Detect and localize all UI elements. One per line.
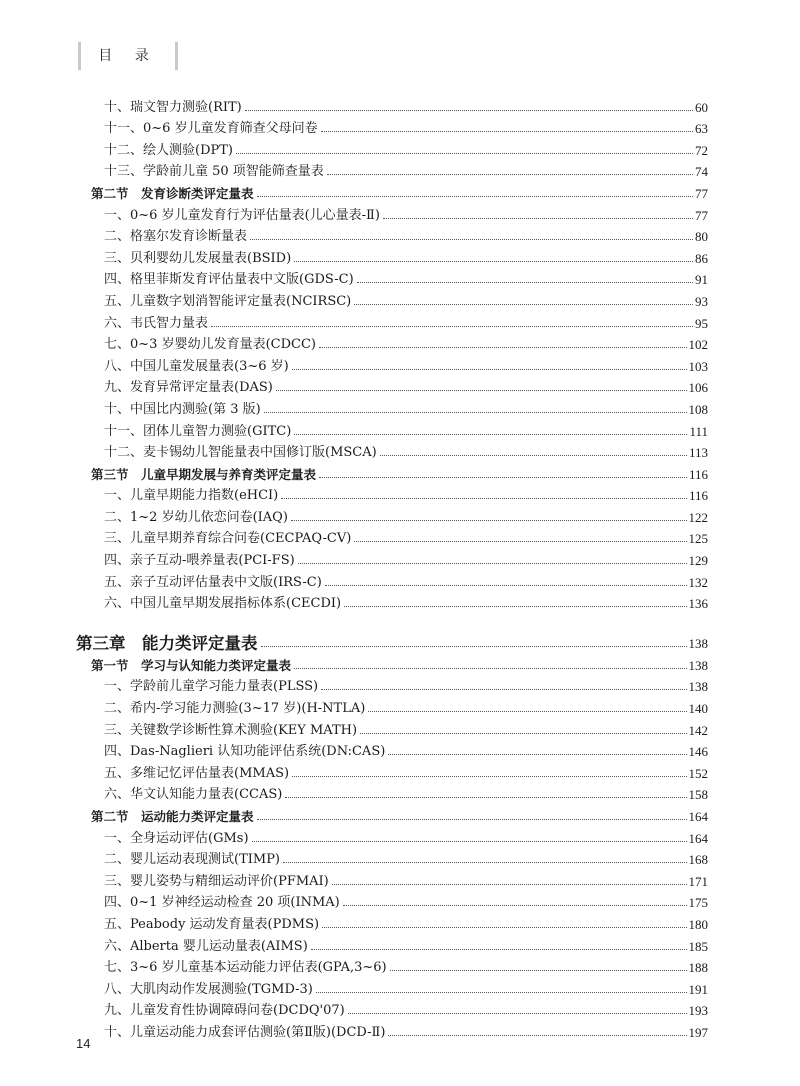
toc-entry-page: 108 xyxy=(688,401,708,417)
toc-item[interactable] xyxy=(76,569,708,591)
dot-leader xyxy=(325,585,687,586)
toc-entry-title: 四、亲子互动-喂养量表(PCI-FS) xyxy=(104,553,295,569)
toc-item[interactable] xyxy=(76,591,708,613)
toc-item[interactable] xyxy=(76,717,708,739)
dot-leader xyxy=(319,477,687,478)
toc-section[interactable] xyxy=(76,461,708,483)
toc-entry-title: 十一、0~6 岁儿童发育筛查父母问卷 xyxy=(104,121,318,137)
toc-entry-page: 168 xyxy=(688,852,708,868)
dot-leader xyxy=(283,862,686,863)
toc-entry-title: 五、亲子互动评估量表中文版(IRS-C) xyxy=(104,574,322,590)
toc-entry-page: 138 xyxy=(688,679,708,695)
toc-entry-page: 158 xyxy=(688,787,708,803)
toc-entry-title: 十二、绘人测验(DPT) xyxy=(104,142,233,158)
toc-entry-title: 二、婴儿运动表现测试(TIMP) xyxy=(104,852,281,868)
toc-entry-title: 一、儿童早期能力指数(eHCI) xyxy=(104,488,279,504)
toc-entry-page: 175 xyxy=(688,895,708,911)
toc-entry-title: 十二、麦卡锡幼儿智能量表中国修订版(MSCA) xyxy=(104,445,377,461)
toc-item[interactable] xyxy=(76,116,708,138)
dot-leader xyxy=(281,498,687,499)
toc-entry-title: 三、关键数学诊断性算术测验(KEY MATH) xyxy=(104,722,358,738)
dot-leader xyxy=(294,668,686,669)
dot-leader xyxy=(354,304,693,305)
toc-item[interactable] xyxy=(76,137,708,159)
toc-entry-title: 四、格里菲斯发育评估量表中文版(GDS-C) xyxy=(104,272,354,288)
dot-leader xyxy=(250,239,693,240)
dot-leader xyxy=(380,455,687,456)
toc-entry-title: 五、儿童数字划消智能评定量表(NCIRSC) xyxy=(104,293,352,309)
toc-entry-title: 一、学龄前儿童学习能力量表(PLSS) xyxy=(104,679,319,695)
toc-section[interactable] xyxy=(76,180,708,202)
toc-entry-page: 60 xyxy=(695,99,708,115)
toc-entry-page: 116 xyxy=(688,488,708,504)
dot-leader xyxy=(354,541,686,542)
toc-entry-page: 185 xyxy=(688,938,708,954)
toc-entry-title: 十三、学龄前儿童 50 项智能筛查量表 xyxy=(104,164,324,180)
dot-leader xyxy=(276,390,687,391)
toc-item[interactable] xyxy=(76,547,708,569)
toc-section[interactable] xyxy=(76,652,708,674)
toc-entry-title: 八、中国儿童发展量表(3~6 岁) xyxy=(104,358,289,374)
toc-item[interactable] xyxy=(76,868,708,890)
dot-leader xyxy=(388,754,686,755)
toc-entry-page: 142 xyxy=(688,722,708,738)
dot-leader xyxy=(294,434,687,435)
toc-entry-page: 171 xyxy=(688,873,708,889)
toc-entry-page: 180 xyxy=(688,916,708,932)
dot-leader xyxy=(343,905,687,906)
toc-entry-title: 六、Alberta 婴儿运动量表(AIMS) xyxy=(104,938,308,954)
toc-entry-title: 第二节 运动能力类评定量表 xyxy=(91,809,254,824)
toc-entry-page: 138 xyxy=(688,657,708,673)
toc-entry-title: 三、婴儿姿势与精细运动评价(PFMAI) xyxy=(104,873,329,889)
dot-leader xyxy=(388,1035,686,1036)
dot-leader xyxy=(357,282,693,283)
toc-section[interactable] xyxy=(76,803,708,825)
dot-leader xyxy=(294,261,693,262)
toc-entry-page: 152 xyxy=(688,765,708,781)
dot-leader xyxy=(292,369,687,370)
toc-item[interactable] xyxy=(76,332,708,354)
toc-entry-title: 第一节 学习与认知能力类评定量表 xyxy=(91,657,292,673)
toc-entry-page: 72 xyxy=(695,142,708,158)
toc-entry-title: 三、儿童早期养育综合问卷(CECPAQ-CV) xyxy=(104,531,352,547)
toc-entry-title: 三、贝利婴幼儿发展量表(BSID) xyxy=(104,250,292,266)
toc-item[interactable] xyxy=(76,674,708,696)
toc-item[interactable] xyxy=(76,245,708,267)
toc-entry-title: 八、大肌肉动作发展测验(TGMD-3) xyxy=(104,981,313,997)
toc-item[interactable] xyxy=(76,375,708,397)
toc-entry-title: 七、0~3 岁婴幼儿发育量表(CDCC) xyxy=(104,337,316,353)
toc-item[interactable] xyxy=(76,396,708,418)
toc-entry-page: 164 xyxy=(688,809,708,824)
toc-item[interactable] xyxy=(76,440,708,462)
toc-item[interactable] xyxy=(76,911,708,933)
toc-item[interactable] xyxy=(76,933,708,955)
dot-leader xyxy=(348,1013,687,1014)
toc-entry-page: 129 xyxy=(688,553,708,569)
toc-item[interactable] xyxy=(76,955,708,977)
toc-entry-title: 二、格塞尔发育诊断量表 xyxy=(104,229,248,245)
dot-leader xyxy=(252,841,687,842)
dot-leader xyxy=(298,563,687,564)
toc-entry-title: 四、Das-Naglieri 认知功能评估系统(DN:CAS) xyxy=(104,744,386,760)
toc-entry-title: 二、希内-学习能力测验(3~17 岁)(H-NTLA) xyxy=(104,701,366,717)
toc-entry-title: 第二节 发育诊断类评定量表 xyxy=(91,185,254,201)
toc-item[interactable] xyxy=(76,976,708,998)
toc-entry-page: 132 xyxy=(688,574,708,590)
dot-leader xyxy=(327,174,693,175)
table-of-contents xyxy=(76,94,708,1041)
toc-entry-page: 74 xyxy=(695,164,708,180)
toc-entry-page: 111 xyxy=(689,423,708,439)
toc-item[interactable] xyxy=(76,483,708,505)
toc-entry-title: 二、1~2 岁幼儿依恋问卷(IAQ) xyxy=(104,509,288,525)
toc-item[interactable] xyxy=(76,760,708,782)
toc-entry-page: 95 xyxy=(695,315,708,331)
dot-leader xyxy=(344,606,686,607)
toc-entry-page: 197 xyxy=(688,1024,708,1040)
page-number: 14 xyxy=(76,1036,91,1051)
header-title: 目 录 xyxy=(98,48,158,64)
toc-entry-page: 80 xyxy=(695,229,708,245)
toc-entry-title: 一、全身运动评估(GMs) xyxy=(104,830,249,846)
toc-chapter[interactable] xyxy=(76,612,708,652)
dot-leader xyxy=(311,949,687,950)
dot-leader xyxy=(332,884,687,885)
toc-item[interactable] xyxy=(76,739,708,761)
toc-item[interactable] xyxy=(76,1019,708,1041)
toc-item[interactable] xyxy=(76,825,708,847)
toc-entry-page: 116 xyxy=(688,466,708,482)
toc-entry-page: 86 xyxy=(695,250,708,266)
dot-leader xyxy=(257,196,693,197)
toc-entry-page: 136 xyxy=(688,596,708,612)
toc-entry-title: 十、儿童运动能力成套评估测验(第Ⅱ版)(DCD-Ⅱ) xyxy=(104,1024,386,1040)
dot-leader xyxy=(321,131,693,132)
toc-entry-page: 125 xyxy=(688,531,708,547)
toc-entry-page: 77 xyxy=(695,207,708,223)
toc-entry-page: 103 xyxy=(688,358,708,374)
running-header xyxy=(78,38,178,74)
toc-entry-page: 188 xyxy=(688,960,708,976)
toc-entry-page: 91 xyxy=(695,272,708,288)
dot-leader xyxy=(264,412,687,413)
dot-leader xyxy=(292,776,686,777)
dot-leader xyxy=(291,520,687,521)
toc-entry-page: 138 xyxy=(688,636,708,652)
toc-entry-page: 106 xyxy=(688,380,708,396)
toc-entry-page: 146 xyxy=(688,744,708,760)
dot-leader xyxy=(236,153,693,154)
toc-entry-title: 六、中国儿童早期发展指标体系(CECDI) xyxy=(104,596,342,612)
dot-leader xyxy=(211,326,693,327)
toc-entry-title: 九、儿童发育性协调障碍问卷(DCDQ'07) xyxy=(104,1003,345,1019)
toc-entry-page: 93 xyxy=(695,293,708,309)
toc-item[interactable] xyxy=(76,504,708,526)
toc-item[interactable] xyxy=(76,159,708,181)
toc-entry-title: 十一、团体儿童智力测验(GITC) xyxy=(104,423,292,439)
toc-item[interactable] xyxy=(76,526,708,548)
toc-item[interactable] xyxy=(76,288,708,310)
dot-leader xyxy=(321,689,686,690)
toc-entry-title: 九、发育异常评定量表(DAS) xyxy=(104,380,273,396)
toc-entry-page: 140 xyxy=(688,701,708,717)
toc-item[interactable] xyxy=(76,94,708,116)
toc-entry-title: 一、0~6 岁儿童发育行为评估量表(儿心量表-Ⅱ) xyxy=(104,207,380,223)
dot-leader xyxy=(360,733,686,734)
toc-entry-page: 77 xyxy=(695,185,708,201)
toc-entry-title: 四、0~1 岁神经运动检查 20 项(INMA) xyxy=(104,895,340,911)
dot-leader xyxy=(368,711,686,712)
toc-item[interactable] xyxy=(76,202,708,224)
toc-entry-page: 164 xyxy=(688,830,708,846)
toc-entry-title: 六、韦氏智力量表 xyxy=(104,315,209,331)
dot-leader xyxy=(390,970,687,971)
toc-entry-title: 五、Peabody 运动发育量表(PDMS) xyxy=(104,916,320,932)
toc-item[interactable] xyxy=(76,782,708,804)
toc-entry-page: 113 xyxy=(688,445,708,461)
dot-leader xyxy=(285,797,686,798)
dot-leader xyxy=(316,992,687,993)
toc-entry-page: 122 xyxy=(688,509,708,525)
toc-item[interactable] xyxy=(76,890,708,912)
dot-leader xyxy=(245,110,693,111)
toc-entry-title: 七、3~6 岁儿童基本运动能力评估表(GPA,3~6) xyxy=(104,960,387,976)
toc-entry-title: 六、华文认知能力量表(CCAS) xyxy=(104,787,283,803)
toc-item[interactable] xyxy=(76,847,708,869)
dot-leader xyxy=(257,819,687,820)
toc-entry-title: 第三节 儿童早期发展与养育类评定量表 xyxy=(91,466,317,482)
toc-item[interactable] xyxy=(76,695,708,717)
dot-leader xyxy=(383,218,693,219)
toc-entry-page: 193 xyxy=(688,1003,708,1019)
toc-item[interactable] xyxy=(76,224,708,246)
toc-entry-page: 102 xyxy=(688,337,708,353)
toc-item[interactable] xyxy=(76,310,708,332)
toc-entry-title: 十、中国比内测验(第 3 版) xyxy=(104,401,261,417)
toc-item[interactable] xyxy=(76,353,708,375)
toc-entry-title: 第三章 能力类评定量表 xyxy=(76,634,258,654)
toc-entry-title: 五、多维记忆评估量表(MMAS) xyxy=(104,765,290,781)
toc-entry-page: 191 xyxy=(688,981,708,997)
toc-item[interactable] xyxy=(76,267,708,289)
dot-leader xyxy=(322,927,686,928)
dot-leader xyxy=(319,347,687,348)
dot-leader xyxy=(261,646,687,647)
toc-item[interactable] xyxy=(76,998,708,1020)
header-right-bar xyxy=(175,42,178,70)
toc-item[interactable] xyxy=(76,418,708,440)
toc-entry-title: 十、瑞文智力测验(RIT) xyxy=(104,99,242,115)
toc-entry-page: 63 xyxy=(695,121,708,137)
